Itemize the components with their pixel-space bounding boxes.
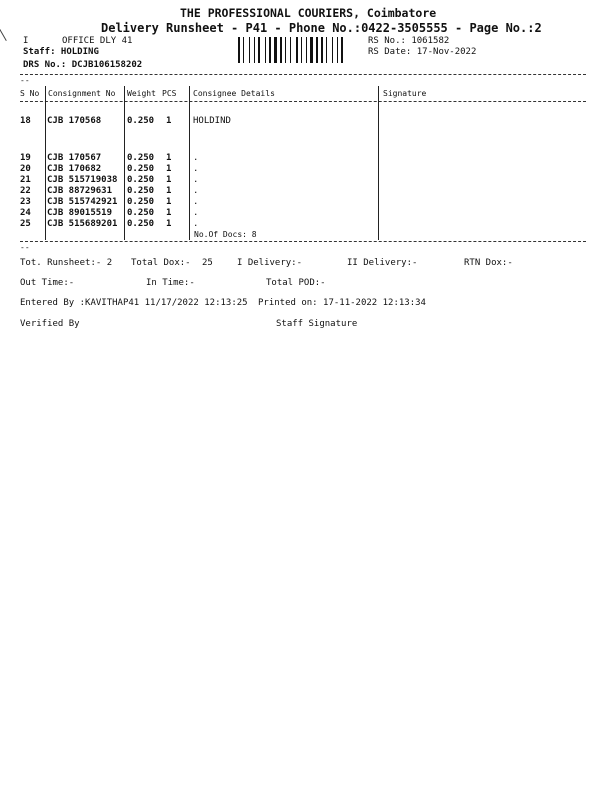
row-sno: 18 bbox=[20, 116, 31, 126]
col-header-sno: S No bbox=[20, 89, 40, 98]
barcode-bar bbox=[285, 37, 286, 63]
row-sno: 24 bbox=[20, 208, 31, 218]
drs-number: DRS No.: DCJB106158202 bbox=[23, 60, 143, 70]
barcode-bar bbox=[254, 37, 255, 63]
total-dox-label: Total Dox:- bbox=[131, 258, 191, 268]
row-details: . bbox=[193, 197, 199, 207]
divider-top bbox=[20, 74, 586, 75]
barcode-bar bbox=[278, 37, 279, 63]
entered-by: Entered By :KAVITHAP41 11/17/2022 12:13:25 bbox=[20, 298, 248, 308]
row-weight: 0.250 bbox=[127, 175, 155, 185]
barcode-bar bbox=[328, 37, 331, 63]
folded-corner-mark bbox=[0, 1, 24, 41]
barcode-bar bbox=[283, 37, 284, 63]
row-sno: 20 bbox=[20, 164, 31, 174]
barcode-bar bbox=[267, 37, 268, 63]
barcode-bar bbox=[321, 37, 323, 63]
row-consignment: CJB 170568 bbox=[47, 116, 102, 126]
row-weight: 0.250 bbox=[127, 116, 155, 126]
out-time: Out Time:- bbox=[20, 278, 75, 288]
barcode-image bbox=[238, 37, 362, 63]
barcode-bar bbox=[301, 37, 302, 63]
staff-label: Staff: HOLDING bbox=[23, 47, 99, 57]
barcode-bar bbox=[258, 37, 260, 63]
row-details: HOLDIND bbox=[193, 116, 231, 126]
divider-header bbox=[20, 101, 586, 102]
barcode-bar bbox=[274, 37, 277, 63]
row-pcs: 1 bbox=[166, 116, 172, 126]
barcode-bar bbox=[261, 37, 264, 63]
row-pcs: 1 bbox=[166, 197, 172, 207]
row-consignment: CJB 88729631 bbox=[47, 186, 113, 196]
barcode-bar bbox=[337, 37, 338, 63]
barcode-bar bbox=[249, 37, 250, 63]
row-details: . bbox=[193, 153, 199, 163]
barcode-bar bbox=[272, 37, 273, 63]
row-pcs: 1 bbox=[166, 208, 172, 218]
tot-runsheet: Tot. Runsheet:- 2 bbox=[20, 258, 113, 268]
barcode-bar bbox=[299, 37, 300, 63]
barcode-bar bbox=[238, 37, 240, 63]
row-consignment: CJB 515719038 bbox=[47, 175, 118, 185]
row-details: . bbox=[193, 208, 199, 218]
barcode-bar bbox=[308, 37, 309, 63]
col-header-weight: Weight bbox=[127, 89, 156, 98]
barcode-bar bbox=[319, 37, 320, 63]
barcode-bar bbox=[310, 37, 313, 63]
barcode-bar bbox=[332, 37, 333, 63]
column-divider bbox=[45, 86, 46, 240]
row-weight: 0.250 bbox=[127, 208, 155, 218]
barcode-bar bbox=[265, 37, 266, 63]
total-dox-value: 25 bbox=[202, 258, 213, 268]
row-pcs: 1 bbox=[166, 153, 172, 163]
row-details: . bbox=[193, 186, 199, 196]
col-header-consignment: Consignment No bbox=[48, 89, 116, 98]
barcode-bar bbox=[334, 37, 336, 63]
row-sno: 23 bbox=[20, 197, 31, 207]
barcode-bar bbox=[290, 37, 291, 63]
column-divider bbox=[189, 86, 190, 240]
company-title: THE PROFESSIONAL COURIERS, Coimbatore bbox=[180, 6, 437, 20]
office-label: OFFICE DLY 41 bbox=[62, 36, 133, 46]
barcode-bar bbox=[251, 37, 253, 63]
row-sno: 19 bbox=[20, 153, 31, 163]
column-divider bbox=[378, 86, 379, 240]
row-weight: 0.250 bbox=[127, 186, 155, 196]
staff-signature: Staff Signature bbox=[276, 319, 358, 329]
divider-bottom bbox=[20, 241, 586, 242]
row-pcs: 1 bbox=[166, 164, 172, 174]
barcode-bar bbox=[256, 37, 257, 63]
i-delivery: I Delivery:- bbox=[237, 258, 303, 268]
top-marker: -- bbox=[20, 76, 30, 85]
printed-on: Printed on: 17-11-2022 12:13:34 bbox=[258, 298, 426, 308]
barcode-bar bbox=[296, 37, 298, 63]
row-consignment: CJB 515689201 bbox=[47, 219, 118, 229]
runsheet-title: Delivery Runsheet - P41 - Phone No.:0422-3505555 - Page No.:2 bbox=[101, 21, 542, 35]
row-details: . bbox=[193, 164, 199, 174]
ii-delivery: II Delivery:- bbox=[347, 258, 418, 268]
row-weight: 0.250 bbox=[127, 197, 155, 207]
row-pcs: 1 bbox=[166, 219, 172, 229]
total-pod: Total POD:- bbox=[266, 278, 326, 288]
row-weight: 0.250 bbox=[127, 219, 155, 229]
barcode-bar bbox=[339, 37, 340, 63]
barcode-bar bbox=[245, 37, 248, 63]
row-consignment: CJB 89015519 bbox=[47, 208, 113, 218]
in-time: In Time:- bbox=[146, 278, 195, 288]
col-header-details: Consignee Details bbox=[193, 89, 275, 98]
barcode-bar bbox=[324, 37, 325, 63]
row-sno: 22 bbox=[20, 186, 31, 196]
bottom-marker: -- bbox=[20, 243, 30, 252]
col-header-signature: Signature bbox=[383, 89, 427, 98]
row-sno: 21 bbox=[20, 175, 31, 185]
row-details: . bbox=[193, 219, 199, 229]
column-divider bbox=[124, 86, 125, 240]
barcode-bar bbox=[241, 37, 242, 63]
barcode-bar bbox=[316, 37, 318, 63]
barcode-bar bbox=[306, 37, 307, 63]
verified-by: Verified By bbox=[20, 319, 80, 329]
barcode-bar bbox=[292, 37, 295, 63]
barcode-bar bbox=[326, 37, 327, 63]
rs-number: RS No.: 1061582 bbox=[368, 36, 450, 46]
row-weight: 0.250 bbox=[127, 153, 155, 163]
barcode-bar bbox=[280, 37, 282, 63]
row-details: . bbox=[193, 175, 199, 185]
barcode-bar bbox=[269, 37, 271, 63]
row-weight: 0.250 bbox=[127, 164, 155, 174]
row-pcs: 1 bbox=[166, 186, 172, 196]
barcode-bar bbox=[314, 37, 315, 63]
docs-count: No.Of Docs: 8 bbox=[194, 230, 257, 239]
barcode-bar bbox=[341, 37, 343, 63]
row-pcs: 1 bbox=[166, 175, 172, 185]
rs-date: RS Date: 17-Nov-2022 bbox=[368, 47, 477, 57]
row-consignment: CJB 170567 bbox=[47, 153, 102, 163]
row-consignment: CJB 170682 bbox=[47, 164, 102, 174]
row-consignment: CJB 515742921 bbox=[47, 197, 118, 207]
col-header-pcs: PCS bbox=[162, 89, 177, 98]
barcode-bar bbox=[303, 37, 305, 63]
rtn-dox: RTN Dox:- bbox=[464, 258, 513, 268]
barcode-bar bbox=[287, 37, 289, 63]
barcode-bar bbox=[243, 37, 244, 63]
header-mark: I bbox=[23, 36, 29, 46]
row-sno: 25 bbox=[20, 219, 31, 229]
